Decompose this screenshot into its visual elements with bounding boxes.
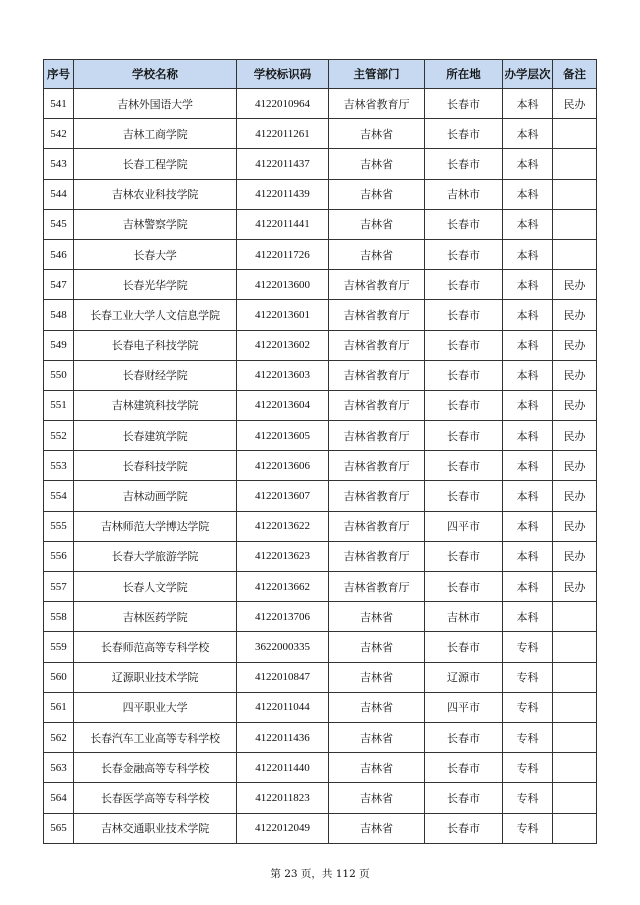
cell-location: 长春市	[425, 390, 503, 420]
table-row	[44, 239, 597, 269]
cell-code: 4122013604	[237, 390, 329, 420]
table-row	[44, 481, 597, 511]
cell-note: 民办	[553, 421, 597, 451]
cell-department: 吉林省	[329, 179, 425, 209]
cell-location: 长春市	[425, 813, 503, 843]
cell-department: 吉林省	[329, 602, 425, 632]
cell-department: 吉林省教育厅	[329, 300, 425, 330]
cell-code: 4122010847	[237, 662, 329, 692]
cell-name: 长春人文学院	[74, 572, 237, 602]
header-row	[44, 60, 597, 89]
table-row	[44, 89, 597, 119]
cell-department: 吉林省教育厅	[329, 390, 425, 420]
cell-note: 民办	[553, 481, 597, 511]
table-row	[44, 541, 597, 571]
cell-level: 专科	[503, 632, 553, 662]
cell-code: 4122013602	[237, 330, 329, 360]
cell-level: 本科	[503, 481, 553, 511]
cell-level: 本科	[503, 421, 553, 451]
cell-name: 长春工程学院	[74, 149, 237, 179]
cell-level: 专科	[503, 722, 553, 752]
cell-department: 吉林省教育厅	[329, 541, 425, 571]
table-row	[44, 511, 597, 541]
cell-code: 4122011261	[237, 119, 329, 149]
cell-level: 本科	[503, 541, 553, 571]
cell-level: 本科	[503, 451, 553, 481]
cell-department: 吉林省教育厅	[329, 481, 425, 511]
cell-department: 吉林省	[329, 119, 425, 149]
cell-location: 长春市	[425, 481, 503, 511]
cell-level: 本科	[503, 270, 553, 300]
cell-note: 民办	[553, 572, 597, 602]
cell-location: 长春市	[425, 149, 503, 179]
cell-code: 4122011823	[237, 783, 329, 813]
cell-name: 长春建筑学院	[74, 421, 237, 451]
cell-location: 长春市	[425, 119, 503, 149]
cell-index: 559	[44, 632, 74, 662]
cell-level: 本科	[503, 511, 553, 541]
cell-location: 长春市	[425, 239, 503, 269]
table-row	[44, 270, 597, 300]
cell-code: 4122011436	[237, 722, 329, 752]
cell-name: 四平职业大学	[74, 692, 237, 722]
cell-index: 551	[44, 390, 74, 420]
cell-code: 4122011441	[237, 209, 329, 239]
cell-code: 4122013601	[237, 300, 329, 330]
cell-location: 长春市	[425, 451, 503, 481]
cell-department: 吉林省	[329, 722, 425, 752]
table-body	[44, 89, 597, 844]
cell-note	[553, 149, 597, 179]
cell-department: 吉林省教育厅	[329, 572, 425, 602]
cell-index: 549	[44, 330, 74, 360]
cell-index: 554	[44, 481, 74, 511]
table-row	[44, 572, 597, 602]
cell-index: 545	[44, 209, 74, 239]
cell-level: 本科	[503, 179, 553, 209]
cell-department: 吉林省	[329, 149, 425, 179]
header-location: 所在地	[425, 60, 503, 89]
table-row	[44, 421, 597, 451]
cell-department: 吉林省	[329, 662, 425, 692]
cell-code: 4122013622	[237, 511, 329, 541]
cell-name: 吉林警察学院	[74, 209, 237, 239]
header-level: 办学层次	[503, 60, 553, 89]
cell-department: 吉林省教育厅	[329, 89, 425, 119]
table-row	[44, 692, 597, 722]
cell-location: 四平市	[425, 692, 503, 722]
cell-code: 3622000335	[237, 632, 329, 662]
table-row	[44, 783, 597, 813]
cell-index: 558	[44, 602, 74, 632]
table-row	[44, 662, 597, 692]
cell-note	[553, 179, 597, 209]
cell-department: 吉林省教育厅	[329, 421, 425, 451]
cell-note: 民办	[553, 451, 597, 481]
table-row	[44, 330, 597, 360]
cell-code: 4122013603	[237, 360, 329, 390]
cell-location: 长春市	[425, 632, 503, 662]
cell-level: 本科	[503, 89, 553, 119]
cell-index: 553	[44, 451, 74, 481]
cell-location: 长春市	[425, 753, 503, 783]
cell-note	[553, 692, 597, 722]
cell-department: 吉林省教育厅	[329, 330, 425, 360]
cell-index: 544	[44, 179, 74, 209]
cell-name: 长春金融高等专科学校	[74, 753, 237, 783]
cell-department: 吉林省教育厅	[329, 511, 425, 541]
cell-department: 吉林省	[329, 753, 425, 783]
cell-department: 吉林省	[329, 632, 425, 662]
cell-note	[553, 209, 597, 239]
table-row	[44, 390, 597, 420]
cell-department: 吉林省	[329, 692, 425, 722]
cell-location: 长春市	[425, 722, 503, 752]
cell-note: 民办	[553, 511, 597, 541]
cell-code: 4122011440	[237, 753, 329, 783]
cell-level: 本科	[503, 360, 553, 390]
cell-code: 4122011437	[237, 149, 329, 179]
cell-code: 4122011726	[237, 239, 329, 269]
cell-level: 本科	[503, 300, 553, 330]
cell-location: 长春市	[425, 421, 503, 451]
cell-location: 长春市	[425, 89, 503, 119]
cell-level: 本科	[503, 390, 553, 420]
cell-code: 4122013606	[237, 451, 329, 481]
cell-location: 长春市	[425, 330, 503, 360]
cell-name: 吉林农业科技学院	[74, 179, 237, 209]
header-code: 学校标识码	[237, 60, 329, 89]
cell-index: 564	[44, 783, 74, 813]
cell-index: 557	[44, 572, 74, 602]
cell-index: 552	[44, 421, 74, 451]
cell-department: 吉林省	[329, 239, 425, 269]
cell-level: 专科	[503, 692, 553, 722]
header-index: 序号	[44, 60, 74, 89]
cell-index: 565	[44, 813, 74, 843]
cell-name: 吉林外国语大学	[74, 89, 237, 119]
cell-level: 本科	[503, 209, 553, 239]
cell-level: 专科	[503, 783, 553, 813]
cell-code: 4122013600	[237, 270, 329, 300]
table-row	[44, 813, 597, 843]
table-row	[44, 179, 597, 209]
cell-department: 吉林省	[329, 783, 425, 813]
cell-level: 本科	[503, 330, 553, 360]
cell-location: 长春市	[425, 300, 503, 330]
cell-name: 长春医学高等专科学校	[74, 783, 237, 813]
cell-note	[553, 783, 597, 813]
table-row	[44, 360, 597, 390]
cell-level: 本科	[503, 239, 553, 269]
cell-code: 4122011439	[237, 179, 329, 209]
cell-name: 吉林工商学院	[74, 119, 237, 149]
cell-location: 长春市	[425, 209, 503, 239]
cell-code: 4122013662	[237, 572, 329, 602]
cell-index: 546	[44, 239, 74, 269]
cell-index: 560	[44, 662, 74, 692]
table-row	[44, 149, 597, 179]
cell-code: 4122013706	[237, 602, 329, 632]
cell-level: 专科	[503, 813, 553, 843]
cell-name: 长春汽车工业高等专科学校	[74, 722, 237, 752]
cell-note: 民办	[553, 89, 597, 119]
cell-code: 4122013607	[237, 481, 329, 511]
cell-index: 562	[44, 722, 74, 752]
cell-name: 辽源职业技术学院	[74, 662, 237, 692]
cell-note: 民办	[553, 390, 597, 420]
cell-note: 民办	[553, 300, 597, 330]
table-row	[44, 209, 597, 239]
table-row	[44, 722, 597, 752]
cell-code: 4122010964	[237, 89, 329, 119]
cell-note	[553, 239, 597, 269]
table-row	[44, 632, 597, 662]
cell-note: 民办	[553, 360, 597, 390]
cell-location: 长春市	[425, 270, 503, 300]
cell-note	[553, 662, 597, 692]
cell-name: 长春电子科技学院	[74, 330, 237, 360]
cell-note	[553, 753, 597, 783]
cell-code: 4122013605	[237, 421, 329, 451]
cell-index: 543	[44, 149, 74, 179]
cell-name: 长春大学	[74, 239, 237, 269]
cell-index: 541	[44, 89, 74, 119]
cell-index: 548	[44, 300, 74, 330]
cell-department: 吉林省	[329, 813, 425, 843]
cell-code: 4122011044	[237, 692, 329, 722]
cell-level: 专科	[503, 753, 553, 783]
cell-level: 本科	[503, 572, 553, 602]
cell-level: 本科	[503, 602, 553, 632]
cell-index: 561	[44, 692, 74, 722]
table-row	[44, 451, 597, 481]
header-name: 学校名称	[74, 60, 237, 89]
cell-index: 550	[44, 360, 74, 390]
schools-table	[43, 59, 597, 844]
cell-note	[553, 813, 597, 843]
cell-index: 563	[44, 753, 74, 783]
cell-index: 556	[44, 541, 74, 571]
cell-name: 长春工业大学人文信息学院	[74, 300, 237, 330]
cell-note	[553, 632, 597, 662]
cell-level: 本科	[503, 119, 553, 149]
cell-location: 长春市	[425, 783, 503, 813]
cell-code: 4122012049	[237, 813, 329, 843]
cell-level: 专科	[503, 662, 553, 692]
cell-note: 民办	[553, 541, 597, 571]
cell-name: 吉林建筑科技学院	[74, 390, 237, 420]
cell-note	[553, 119, 597, 149]
cell-location: 长春市	[425, 572, 503, 602]
cell-location: 吉林市	[425, 602, 503, 632]
cell-name: 吉林交通职业技术学院	[74, 813, 237, 843]
cell-location: 吉林市	[425, 179, 503, 209]
cell-index: 555	[44, 511, 74, 541]
header-department: 主管部门	[329, 60, 425, 89]
cell-location: 长春市	[425, 360, 503, 390]
cell-name: 吉林医药学院	[74, 602, 237, 632]
cell-department: 吉林省教育厅	[329, 270, 425, 300]
table-row	[44, 119, 597, 149]
cell-department: 吉林省教育厅	[329, 360, 425, 390]
header-note: 备注	[553, 60, 597, 89]
cell-name: 吉林师范大学博达学院	[74, 511, 237, 541]
table-row	[44, 602, 597, 632]
cell-name: 长春光华学院	[74, 270, 237, 300]
cell-note	[553, 602, 597, 632]
cell-note: 民办	[553, 270, 597, 300]
cell-index: 547	[44, 270, 74, 300]
cell-name: 长春大学旅游学院	[74, 541, 237, 571]
cell-department: 吉林省	[329, 209, 425, 239]
cell-name: 长春财经学院	[74, 360, 237, 390]
cell-location: 长春市	[425, 541, 503, 571]
cell-name: 吉林动画学院	[74, 481, 237, 511]
cell-code: 4122013623	[237, 541, 329, 571]
cell-name: 长春科技学院	[74, 451, 237, 481]
cell-note	[553, 722, 597, 752]
table-row	[44, 300, 597, 330]
cell-location: 辽源市	[425, 662, 503, 692]
cell-department: 吉林省教育厅	[329, 451, 425, 481]
cell-name: 长春师范高等专科学校	[74, 632, 237, 662]
cell-location: 四平市	[425, 511, 503, 541]
cell-note: 民办	[553, 330, 597, 360]
page-footer: 第 23 页，共 112 页	[270, 868, 370, 880]
table-row	[44, 753, 597, 783]
cell-level: 本科	[503, 149, 553, 179]
cell-index: 542	[44, 119, 74, 149]
